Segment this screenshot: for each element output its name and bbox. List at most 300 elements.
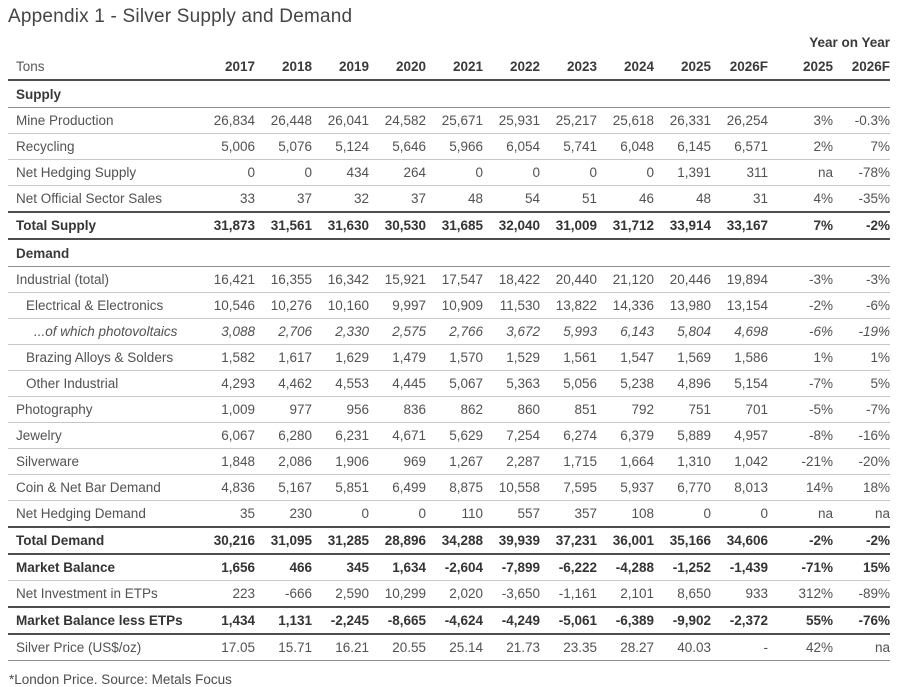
value-cell: 1%: [768, 345, 833, 371]
value-cell: 1,664: [597, 449, 654, 475]
value-cell: 0: [426, 160, 483, 186]
value-cell: 5,124: [312, 134, 369, 160]
value-cell: -7%: [768, 371, 833, 397]
table-row: [8, 501, 890, 528]
value-cell: 2,330: [312, 319, 369, 345]
value-cell: 6,379: [597, 423, 654, 449]
value-cell: 6,143: [597, 319, 654, 345]
value-cell: 33,167: [711, 212, 768, 239]
value-cell: 9,997: [369, 293, 426, 319]
value-cell: -4,288: [597, 554, 654, 581]
value-cell: 37: [369, 186, 426, 213]
value-cell: 1,561: [540, 345, 597, 371]
value-cell: -9,902: [654, 607, 711, 634]
page-title: Appendix 1 - Silver Supply and Demand: [8, 6, 353, 27]
value-cell: 223: [198, 581, 255, 608]
row-label: Net Investment in ETPs: [8, 581, 198, 608]
value-cell: 1,634: [369, 554, 426, 581]
value-cell: -20%: [833, 449, 890, 475]
table-row: [8, 186, 890, 213]
value-cell: 357: [540, 501, 597, 528]
value-cell: 4%: [768, 186, 833, 213]
value-cell: 0: [483, 160, 540, 186]
value-cell: 46: [597, 186, 654, 213]
value-cell: 31,873: [198, 212, 255, 239]
value-cell: 31,561: [255, 212, 312, 239]
value-cell: 1,310: [654, 449, 711, 475]
value-cell: 31,095: [255, 527, 312, 554]
year-column-header: 2026F: [711, 54, 768, 80]
value-cell: 4,698: [711, 319, 768, 345]
value-cell: 15,921: [369, 267, 426, 293]
value-cell: 933: [711, 581, 768, 608]
table-row: [8, 134, 890, 160]
table-row: [8, 581, 890, 608]
value-cell: 4,293: [198, 371, 255, 397]
value-cell: 1,434: [198, 607, 255, 634]
value-cell: 2%: [768, 134, 833, 160]
value-cell: 969: [369, 449, 426, 475]
value-cell: 1,906: [312, 449, 369, 475]
year-column-header: 2025: [654, 54, 711, 80]
value-cell: 48: [426, 186, 483, 213]
value-cell: 23.35: [540, 634, 597, 661]
value-cell: 48: [654, 186, 711, 213]
row-label: Jewelry: [8, 423, 198, 449]
value-cell: 1,617: [255, 345, 312, 371]
value-cell: 39,939: [483, 527, 540, 554]
value-cell: 2,086: [255, 449, 312, 475]
value-cell: -3%: [768, 267, 833, 293]
row-label: Other Industrial: [8, 371, 198, 397]
yoy-column-header: 2025: [768, 54, 833, 80]
table-row: [8, 607, 890, 634]
value-cell: 862: [426, 397, 483, 423]
value-cell: 0: [654, 501, 711, 528]
value-cell: 6,571: [711, 134, 768, 160]
value-cell: 5,851: [312, 475, 369, 501]
value-cell: 4,553: [312, 371, 369, 397]
row-label: Recycling: [8, 134, 198, 160]
row-label: Photography: [8, 397, 198, 423]
value-cell: 4,836: [198, 475, 255, 501]
value-cell: 37,231: [540, 527, 597, 554]
value-cell: 25,217: [540, 108, 597, 134]
value-cell: 55%: [768, 607, 833, 634]
year-column-header: 2021: [426, 54, 483, 80]
value-cell: 6,770: [654, 475, 711, 501]
table-row: [8, 160, 890, 186]
year-column-header: 2017: [198, 54, 255, 80]
value-cell: 4,896: [654, 371, 711, 397]
value-cell: -5,061: [540, 607, 597, 634]
row-label: Coin & Net Bar Demand: [8, 475, 198, 501]
value-cell: 26,834: [198, 108, 255, 134]
table-row: [8, 267, 890, 293]
value-cell: 3,088: [198, 319, 255, 345]
value-cell: -666: [255, 581, 312, 608]
value-cell: 1,267: [426, 449, 483, 475]
table-row: [8, 475, 890, 501]
row-label: Electrical & Electronics: [8, 293, 198, 319]
value-cell: 21.73: [483, 634, 540, 661]
value-cell: 5,006: [198, 134, 255, 160]
value-cell: 17.05: [198, 634, 255, 661]
value-cell: -8,665: [369, 607, 426, 634]
value-cell: 311: [711, 160, 768, 186]
value-cell: 0: [312, 501, 369, 528]
value-cell: 8,650: [654, 581, 711, 608]
value-cell: 4,462: [255, 371, 312, 397]
value-cell: 6,145: [654, 134, 711, 160]
value-cell: 434: [312, 160, 369, 186]
value-cell: 1,570: [426, 345, 483, 371]
value-cell: 32,040: [483, 212, 540, 239]
value-cell: 1,042: [711, 449, 768, 475]
value-cell: 31,630: [312, 212, 369, 239]
value-cell: 10,909: [426, 293, 483, 319]
value-cell: 836: [369, 397, 426, 423]
value-cell: 5%: [833, 371, 890, 397]
value-cell: 6,274: [540, 423, 597, 449]
value-cell: 35: [198, 501, 255, 528]
value-cell: 25,618: [597, 108, 654, 134]
value-cell: -19%: [833, 319, 890, 345]
value-cell: 32: [312, 186, 369, 213]
value-cell: 8,013: [711, 475, 768, 501]
row-label: Market Balance: [8, 554, 198, 581]
value-cell: 1,547: [597, 345, 654, 371]
value-cell: 25,671: [426, 108, 483, 134]
value-cell: 30,530: [369, 212, 426, 239]
value-cell: 0: [597, 160, 654, 186]
table-row: [8, 371, 890, 397]
value-cell: -1,161: [540, 581, 597, 608]
table-row: [8, 554, 890, 581]
value-cell: 26,254: [711, 108, 768, 134]
value-cell: 3%: [768, 108, 833, 134]
year-column-header: 2024: [597, 54, 654, 80]
table-row: [8, 293, 890, 319]
value-cell: 792: [597, 397, 654, 423]
value-cell: 1,009: [198, 397, 255, 423]
year-column-header: 2020: [369, 54, 426, 80]
value-cell: 1%: [833, 345, 890, 371]
value-cell: 5,238: [597, 371, 654, 397]
value-cell: 40.03: [654, 634, 711, 661]
value-cell: 11,530: [483, 293, 540, 319]
value-cell: 13,154: [711, 293, 768, 319]
value-cell: 1,848: [198, 449, 255, 475]
value-cell: 15%: [833, 554, 890, 581]
value-cell: 20,440: [540, 267, 597, 293]
value-cell: 16,355: [255, 267, 312, 293]
value-cell: -6,389: [597, 607, 654, 634]
value-cell: 230: [255, 501, 312, 528]
value-cell: 6,231: [312, 423, 369, 449]
yoy-spacer: [8, 34, 768, 54]
value-cell: 345: [312, 554, 369, 581]
value-cell: 701: [711, 397, 768, 423]
value-cell: -7,899: [483, 554, 540, 581]
value-cell: -3,650: [483, 581, 540, 608]
value-cell: 1,131: [255, 607, 312, 634]
value-cell: 28,896: [369, 527, 426, 554]
value-cell: 6,048: [597, 134, 654, 160]
value-cell: 5,741: [540, 134, 597, 160]
value-cell: 20.55: [369, 634, 426, 661]
section-row: [8, 80, 890, 108]
value-cell: -89%: [833, 581, 890, 608]
value-cell: -2%: [833, 212, 890, 239]
value-cell: 31,009: [540, 212, 597, 239]
value-cell: -: [711, 634, 768, 661]
value-cell: 6,067: [198, 423, 255, 449]
row-label: ...of which photovoltaics: [8, 319, 198, 345]
value-cell: -3%: [833, 267, 890, 293]
table-row: [8, 397, 890, 423]
table-row: [8, 345, 890, 371]
value-cell: 2,706: [255, 319, 312, 345]
value-cell: 4,957: [711, 423, 768, 449]
value-cell: 110: [426, 501, 483, 528]
value-cell: -7%: [833, 397, 890, 423]
value-cell: 34,606: [711, 527, 768, 554]
value-cell: 26,331: [654, 108, 711, 134]
value-cell: 35,166: [654, 527, 711, 554]
section-label: Demand: [8, 239, 890, 267]
value-cell: 557: [483, 501, 540, 528]
value-cell: 956: [312, 397, 369, 423]
value-cell: -35%: [833, 186, 890, 213]
value-cell: 17,547: [426, 267, 483, 293]
section-label: Supply: [8, 80, 890, 108]
value-cell: -2%: [768, 293, 833, 319]
value-cell: 10,160: [312, 293, 369, 319]
footnote: *London Price. Source: Metals Focus: [9, 672, 232, 687]
value-cell: -2%: [768, 527, 833, 554]
value-cell: 5,993: [540, 319, 597, 345]
value-cell: 5,629: [426, 423, 483, 449]
value-cell: 0: [540, 160, 597, 186]
value-cell: 30,216: [198, 527, 255, 554]
value-cell: 2,575: [369, 319, 426, 345]
row-label: Silverware: [8, 449, 198, 475]
value-cell: 5,804: [654, 319, 711, 345]
value-cell: 0: [369, 501, 426, 528]
row-label: Mine Production: [8, 108, 198, 134]
value-cell: na: [768, 501, 833, 528]
value-cell: 466: [255, 554, 312, 581]
value-cell: 1,629: [312, 345, 369, 371]
value-cell: -6%: [833, 293, 890, 319]
value-cell: 1,656: [198, 554, 255, 581]
value-cell: 31,285: [312, 527, 369, 554]
value-cell: 34,288: [426, 527, 483, 554]
year-column-header: 2019: [312, 54, 369, 80]
value-cell: na: [833, 634, 890, 661]
value-cell: 33,914: [654, 212, 711, 239]
value-cell: 264: [369, 160, 426, 186]
value-cell: 16,342: [312, 267, 369, 293]
year-on-year-label: Year on Year: [809, 35, 890, 50]
value-cell: 21,120: [597, 267, 654, 293]
value-cell: 33: [198, 186, 255, 213]
value-cell: 16,421: [198, 267, 255, 293]
year-column-header: 2022: [483, 54, 540, 80]
table-row: [8, 634, 890, 661]
row-label: Net Hedging Demand: [8, 501, 198, 528]
row-label: Market Balance less ETPs: [8, 607, 198, 634]
value-cell: -2,372: [711, 607, 768, 634]
yoy-column-header: 2026F: [833, 54, 890, 80]
value-cell: 1,715: [540, 449, 597, 475]
value-cell: 2,590: [312, 581, 369, 608]
value-cell: 6,054: [483, 134, 540, 160]
row-label: Total Demand: [8, 527, 198, 554]
value-cell: 6,280: [255, 423, 312, 449]
value-cell: -71%: [768, 554, 833, 581]
table-row: [8, 319, 890, 345]
value-cell: 0: [255, 160, 312, 186]
value-cell: -78%: [833, 160, 890, 186]
value-cell: -8%: [768, 423, 833, 449]
value-cell: -5%: [768, 397, 833, 423]
value-cell: 751: [654, 397, 711, 423]
value-cell: -2%: [833, 527, 890, 554]
value-cell: 10,546: [198, 293, 255, 319]
value-cell: 4,445: [369, 371, 426, 397]
value-cell: 10,276: [255, 293, 312, 319]
silver-supply-demand-table: [8, 34, 890, 661]
value-cell: 54: [483, 186, 540, 213]
unit-header: Tons: [8, 54, 198, 80]
value-cell: 31,685: [426, 212, 483, 239]
table-row: [8, 527, 890, 554]
table-row: [8, 108, 890, 134]
value-cell: 8,875: [426, 475, 483, 501]
value-cell: -4,624: [426, 607, 483, 634]
value-cell: 19,894: [711, 267, 768, 293]
column-header-row: [8, 54, 890, 80]
value-cell: na: [833, 501, 890, 528]
value-cell: 860: [483, 397, 540, 423]
value-cell: 1,569: [654, 345, 711, 371]
value-cell: 14%: [768, 475, 833, 501]
value-cell: 5,363: [483, 371, 540, 397]
row-label: Brazing Alloys & Solders: [8, 345, 198, 371]
value-cell: 24,582: [369, 108, 426, 134]
value-cell: 31: [711, 186, 768, 213]
value-cell: na: [768, 160, 833, 186]
value-cell: 0: [711, 501, 768, 528]
value-cell: 1,479: [369, 345, 426, 371]
value-cell: -2,245: [312, 607, 369, 634]
value-cell: 36,001: [597, 527, 654, 554]
value-cell: 5,966: [426, 134, 483, 160]
table-row: [8, 212, 890, 239]
value-cell: 108: [597, 501, 654, 528]
row-label: Silver Price (US$/oz): [8, 634, 198, 661]
value-cell: 13,980: [654, 293, 711, 319]
value-cell: -21%: [768, 449, 833, 475]
value-cell: 10,299: [369, 581, 426, 608]
value-cell: 6,499: [369, 475, 426, 501]
row-label: Net Hedging Supply: [8, 160, 198, 186]
value-cell: 5,067: [426, 371, 483, 397]
value-cell: 20,446: [654, 267, 711, 293]
value-cell: 7,595: [540, 475, 597, 501]
value-cell: 312%: [768, 581, 833, 608]
value-cell: 7%: [833, 134, 890, 160]
value-cell: 5,889: [654, 423, 711, 449]
value-cell: 16.21: [312, 634, 369, 661]
value-cell: -1,252: [654, 554, 711, 581]
row-label: Industrial (total): [8, 267, 198, 293]
value-cell: -0.3%: [833, 108, 890, 134]
value-cell: 7,254: [483, 423, 540, 449]
row-label: Net Official Sector Sales: [8, 186, 198, 213]
value-cell: 2,766: [426, 319, 483, 345]
value-cell: 5,937: [597, 475, 654, 501]
value-cell: 1,582: [198, 345, 255, 371]
value-cell: 25,931: [483, 108, 540, 134]
value-cell: 1,529: [483, 345, 540, 371]
value-cell: -76%: [833, 607, 890, 634]
value-cell: 15.71: [255, 634, 312, 661]
value-cell: 1,391: [654, 160, 711, 186]
value-cell: 3,672: [483, 319, 540, 345]
section-row: [8, 239, 890, 267]
value-cell: -2,604: [426, 554, 483, 581]
value-cell: 10,558: [483, 475, 540, 501]
value-cell: -6,222: [540, 554, 597, 581]
value-cell: 42%: [768, 634, 833, 661]
value-cell: 977: [255, 397, 312, 423]
value-cell: 5,154: [711, 371, 768, 397]
row-label: Total Supply: [8, 212, 198, 239]
value-cell: 2,287: [483, 449, 540, 475]
value-cell: 5,646: [369, 134, 426, 160]
value-cell: 51: [540, 186, 597, 213]
value-cell: -1,439: [711, 554, 768, 581]
value-cell: 26,041: [312, 108, 369, 134]
value-cell: 28.27: [597, 634, 654, 661]
value-cell: 18%: [833, 475, 890, 501]
table-row: [8, 423, 890, 449]
table-row: [8, 449, 890, 475]
value-cell: -4,249: [483, 607, 540, 634]
value-cell: 4,671: [369, 423, 426, 449]
value-cell: 25.14: [426, 634, 483, 661]
value-cell: 5,076: [255, 134, 312, 160]
value-cell: 2,101: [597, 581, 654, 608]
value-cell: 18,422: [483, 267, 540, 293]
value-cell: 37: [255, 186, 312, 213]
year-column-header: 2018: [255, 54, 312, 80]
value-cell: 7%: [768, 212, 833, 239]
value-cell: 31,712: [597, 212, 654, 239]
value-cell: 5,167: [255, 475, 312, 501]
value-cell: 1,586: [711, 345, 768, 371]
value-cell: 2,020: [426, 581, 483, 608]
value-cell: 14,336: [597, 293, 654, 319]
value-cell: 5,056: [540, 371, 597, 397]
year-on-year-row: [8, 34, 890, 54]
value-cell: 13,822: [540, 293, 597, 319]
value-cell: 851: [540, 397, 597, 423]
value-cell: 0: [198, 160, 255, 186]
